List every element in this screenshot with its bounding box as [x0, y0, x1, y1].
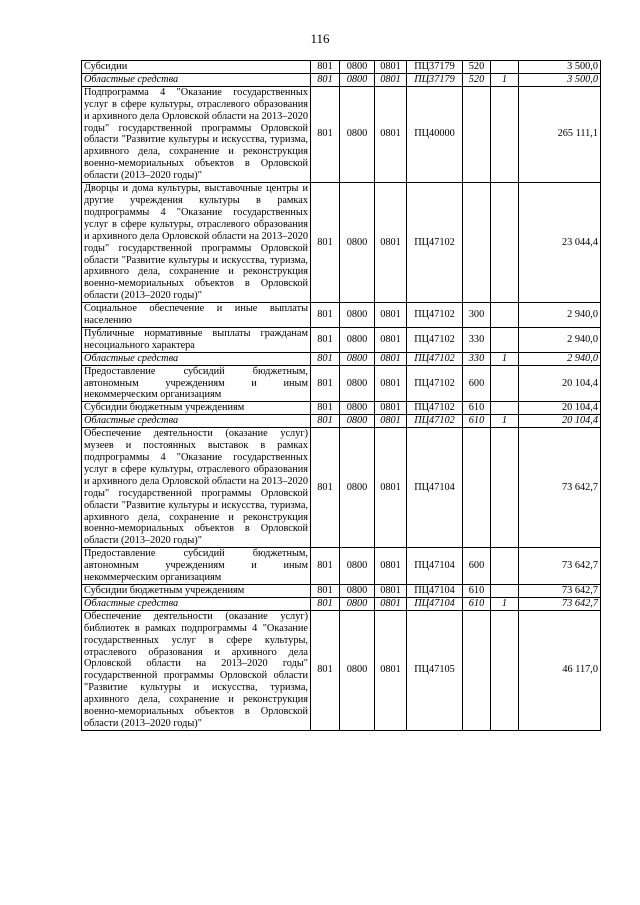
subsection-code-cell: 0801 [375, 327, 407, 352]
section-code-cell: 0800 [340, 584, 375, 597]
section-code-cell: 0800 [340, 428, 375, 548]
target-article-code-cell: ПЦ47102 [407, 303, 463, 328]
expense-type-code-cell: 330 [463, 327, 491, 352]
section-code-cell: 0800 [340, 61, 375, 74]
expense-type-code-cell: 520 [463, 61, 491, 74]
target-article-code-cell: ПЦ47104 [407, 548, 463, 585]
amount-cell: 20 104,4 [519, 365, 601, 402]
amount-cell: 20 104,4 [519, 402, 601, 415]
target-article-code-cell: ПЦ47104 [407, 597, 463, 610]
funding-source-code-cell [491, 584, 519, 597]
table-row [82, 327, 601, 352]
expense-type-code-cell: 300 [463, 303, 491, 328]
target-article-code-cell: ПЦ47102 [407, 327, 463, 352]
expense-type-code-cell: 610 [463, 584, 491, 597]
department-code-cell: 801 [311, 73, 340, 86]
funding-source-code-cell: 1 [491, 73, 519, 86]
section-code-cell: 0800 [340, 415, 375, 428]
section-code-cell: 0800 [340, 365, 375, 402]
amount-cell: 3 500,0 [519, 61, 601, 74]
amount-cell: 2 940,0 [519, 327, 601, 352]
target-article-code-cell: ПЦ47102 [407, 415, 463, 428]
amount-cell: 23 044,4 [519, 183, 601, 303]
subsection-code-cell: 0801 [375, 352, 407, 365]
subsection-code-cell: 0801 [375, 428, 407, 548]
amount-cell: 46 117,0 [519, 610, 601, 730]
target-article-code-cell: ПЦ47104 [407, 584, 463, 597]
table-row [82, 428, 601, 548]
target-article-code-cell: ПЦ47105 [407, 610, 463, 730]
table-row-regional-funds [82, 597, 601, 610]
department-code-cell: 801 [311, 610, 340, 730]
funding-source-code-cell [491, 548, 519, 585]
subsection-code-cell: 0801 [375, 548, 407, 585]
row-name-cell: Обеспечение деятельности (оказание услуг) библиотек в рамках подпрограммы 4 "Оказание государственных услуг в сфере культуры, отраслевого образования и архивного дела Орловской области на 2013–2020 годы" государственной программы Орловской области "Развитие культуры и искусства, туризма, архивного дела, сохранение и реконструкция военно-мемориальных объектов в Орловской области (2013–2020 годы)" [82, 610, 311, 730]
department-code-cell: 801 [311, 352, 340, 365]
funding-source-code-cell [491, 61, 519, 74]
expense-type-code-cell: 610 [463, 415, 491, 428]
department-code-cell: 801 [311, 597, 340, 610]
amount-cell: 73 642,7 [519, 597, 601, 610]
department-code-cell: 801 [311, 303, 340, 328]
row-name-cell: Областные средства [82, 597, 311, 610]
amount-cell: 265 111,1 [519, 86, 601, 182]
table-row [82, 303, 601, 328]
department-code-cell: 801 [311, 584, 340, 597]
table-row-regional-funds [82, 352, 601, 365]
subsection-code-cell: 0801 [375, 365, 407, 402]
section-code-cell: 0800 [340, 86, 375, 182]
target-article-code-cell: ПЦ37179 [407, 73, 463, 86]
table-row [82, 548, 601, 585]
department-code-cell: 801 [311, 548, 340, 585]
department-code-cell: 801 [311, 415, 340, 428]
expense-type-code-cell [463, 183, 491, 303]
subsection-code-cell: 0801 [375, 183, 407, 303]
target-article-code-cell: ПЦ47102 [407, 352, 463, 365]
table-row-regional-funds [82, 415, 601, 428]
target-article-code-cell: ПЦ40000 [407, 86, 463, 182]
section-code-cell: 0800 [340, 183, 375, 303]
section-code-cell: 0800 [340, 402, 375, 415]
subsection-code-cell: 0801 [375, 597, 407, 610]
funding-source-code-cell: 1 [491, 597, 519, 610]
row-name-cell: Предоставление субсидий бюджетным, автономным учреждениям и иным некоммерческим организациям [82, 548, 311, 585]
target-article-code-cell: ПЦ47102 [407, 365, 463, 402]
target-article-code-cell: ПЦ47102 [407, 402, 463, 415]
row-name-cell: Областные средства [82, 73, 311, 86]
amount-cell: 73 642,7 [519, 584, 601, 597]
department-code-cell: 801 [311, 402, 340, 415]
expense-type-code-cell: 610 [463, 597, 491, 610]
budget-table-body [82, 61, 601, 731]
expense-type-code-cell: 330 [463, 352, 491, 365]
subsection-code-cell: 0801 [375, 73, 407, 86]
table-row [82, 86, 601, 182]
funding-source-code-cell [491, 327, 519, 352]
subsection-code-cell: 0801 [375, 402, 407, 415]
funding-source-code-cell [491, 303, 519, 328]
row-name-cell: Подпрограмма 4 "Оказание государственных услуг в сфере культуры, отраслевого образования и архивного дела Орловской области на 2013–2020 годы" государственной программы Орловской области "Развитие культуры и искусства, туризма, архивного дела, сохранение и реконструкция военно-мемориальных объектов в Орловской области (2013–2020 годы)" [82, 86, 311, 182]
amount-cell: 73 642,7 [519, 428, 601, 548]
expense-type-code-cell: 610 [463, 402, 491, 415]
expense-type-code-cell: 520 [463, 73, 491, 86]
expense-type-code-cell [463, 428, 491, 548]
amount-cell: 2 940,0 [519, 303, 601, 328]
target-article-code-cell: ПЦ37179 [407, 61, 463, 74]
amount-cell: 2 940,0 [519, 352, 601, 365]
subsection-code-cell: 0801 [375, 86, 407, 182]
department-code-cell: 801 [311, 365, 340, 402]
funding-source-code-cell [491, 86, 519, 182]
table-row [82, 584, 601, 597]
section-code-cell: 0800 [340, 610, 375, 730]
amount-cell: 3 500,0 [519, 73, 601, 86]
section-code-cell: 0800 [340, 352, 375, 365]
budget-table [81, 60, 601, 731]
section-code-cell: 0800 [340, 597, 375, 610]
amount-cell: 20 104,4 [519, 415, 601, 428]
row-name-cell: Социальное обеспечение и иные выплаты населению [82, 303, 311, 328]
department-code-cell: 801 [311, 327, 340, 352]
department-code-cell: 801 [311, 428, 340, 548]
subsection-code-cell: 0801 [375, 303, 407, 328]
table-row [82, 61, 601, 74]
table-row [82, 610, 601, 730]
row-name-cell: Субсидии бюджетным учреждениям [82, 402, 311, 415]
department-code-cell: 801 [311, 86, 340, 182]
section-code-cell: 0800 [340, 548, 375, 585]
subsection-code-cell: 0801 [375, 61, 407, 74]
page-number: 116 [310, 31, 330, 46]
table-row [82, 365, 601, 402]
table-row-regional-funds [82, 73, 601, 86]
funding-source-code-cell [491, 402, 519, 415]
table-row [82, 183, 601, 303]
subsection-code-cell: 0801 [375, 584, 407, 597]
subsection-code-cell: 0801 [375, 610, 407, 730]
section-code-cell: 0800 [340, 327, 375, 352]
funding-source-code-cell [491, 365, 519, 402]
amount-cell: 73 642,7 [519, 548, 601, 585]
target-article-code-cell: ПЦ47102 [407, 183, 463, 303]
row-name-cell: Областные средства [82, 352, 311, 365]
row-name-cell: Областные средства [82, 415, 311, 428]
department-code-cell: 801 [311, 61, 340, 74]
row-name-cell: Субсидии бюджетным учреждениям [82, 584, 311, 597]
section-code-cell: 0800 [340, 303, 375, 328]
row-name-cell: Субсидии [82, 61, 311, 74]
funding-source-code-cell: 1 [491, 352, 519, 365]
expense-type-code-cell [463, 610, 491, 730]
row-name-cell: Публичные нормативные выплаты гражданам несоциального характера [82, 327, 311, 352]
row-name-cell: Дворцы и дома культуры, выставочные центры и другие учреждения культуры в рамках подпрограммы 4 "Оказание государственных услуг в сфере культуры, отраслевого образования и архивного дела Орловской области на 2013–2020 годы" государственной программы Орловской области "Развитие культуры и искусства, туризма, архивного дела, сохранение и реконструкция военно-мемориальных объектов в Орловской области (2013–2020 годы)" [82, 183, 311, 303]
row-name-cell: Обеспечение деятельности (оказание услуг) музеев и постоянных выставок в рамках подпрограммы 4 "Оказание государственных услуг в сфере культуры, отраслевого образования и архивного дела Орловской области на 2013–2020 годы" государственной программы Орловской области "Развитие культуры и искусства, туризма, архивного дела, сохранение и реконструкция военно-мемориальных объектов в Орловской области (2013–2020 годы)" [82, 428, 311, 548]
expense-type-code-cell: 600 [463, 548, 491, 585]
row-name-cell: Предоставление субсидий бюджетным, автономным учреждениям и иным некоммерческим организациям [82, 365, 311, 402]
expense-type-code-cell [463, 86, 491, 182]
section-code-cell: 0800 [340, 73, 375, 86]
department-code-cell: 801 [311, 183, 340, 303]
subsection-code-cell: 0801 [375, 415, 407, 428]
expense-type-code-cell: 600 [463, 365, 491, 402]
funding-source-code-cell [491, 610, 519, 730]
table-row [82, 402, 601, 415]
funding-source-code-cell [491, 183, 519, 303]
funding-source-code-cell [491, 428, 519, 548]
target-article-code-cell: ПЦ47104 [407, 428, 463, 548]
funding-source-code-cell: 1 [491, 415, 519, 428]
